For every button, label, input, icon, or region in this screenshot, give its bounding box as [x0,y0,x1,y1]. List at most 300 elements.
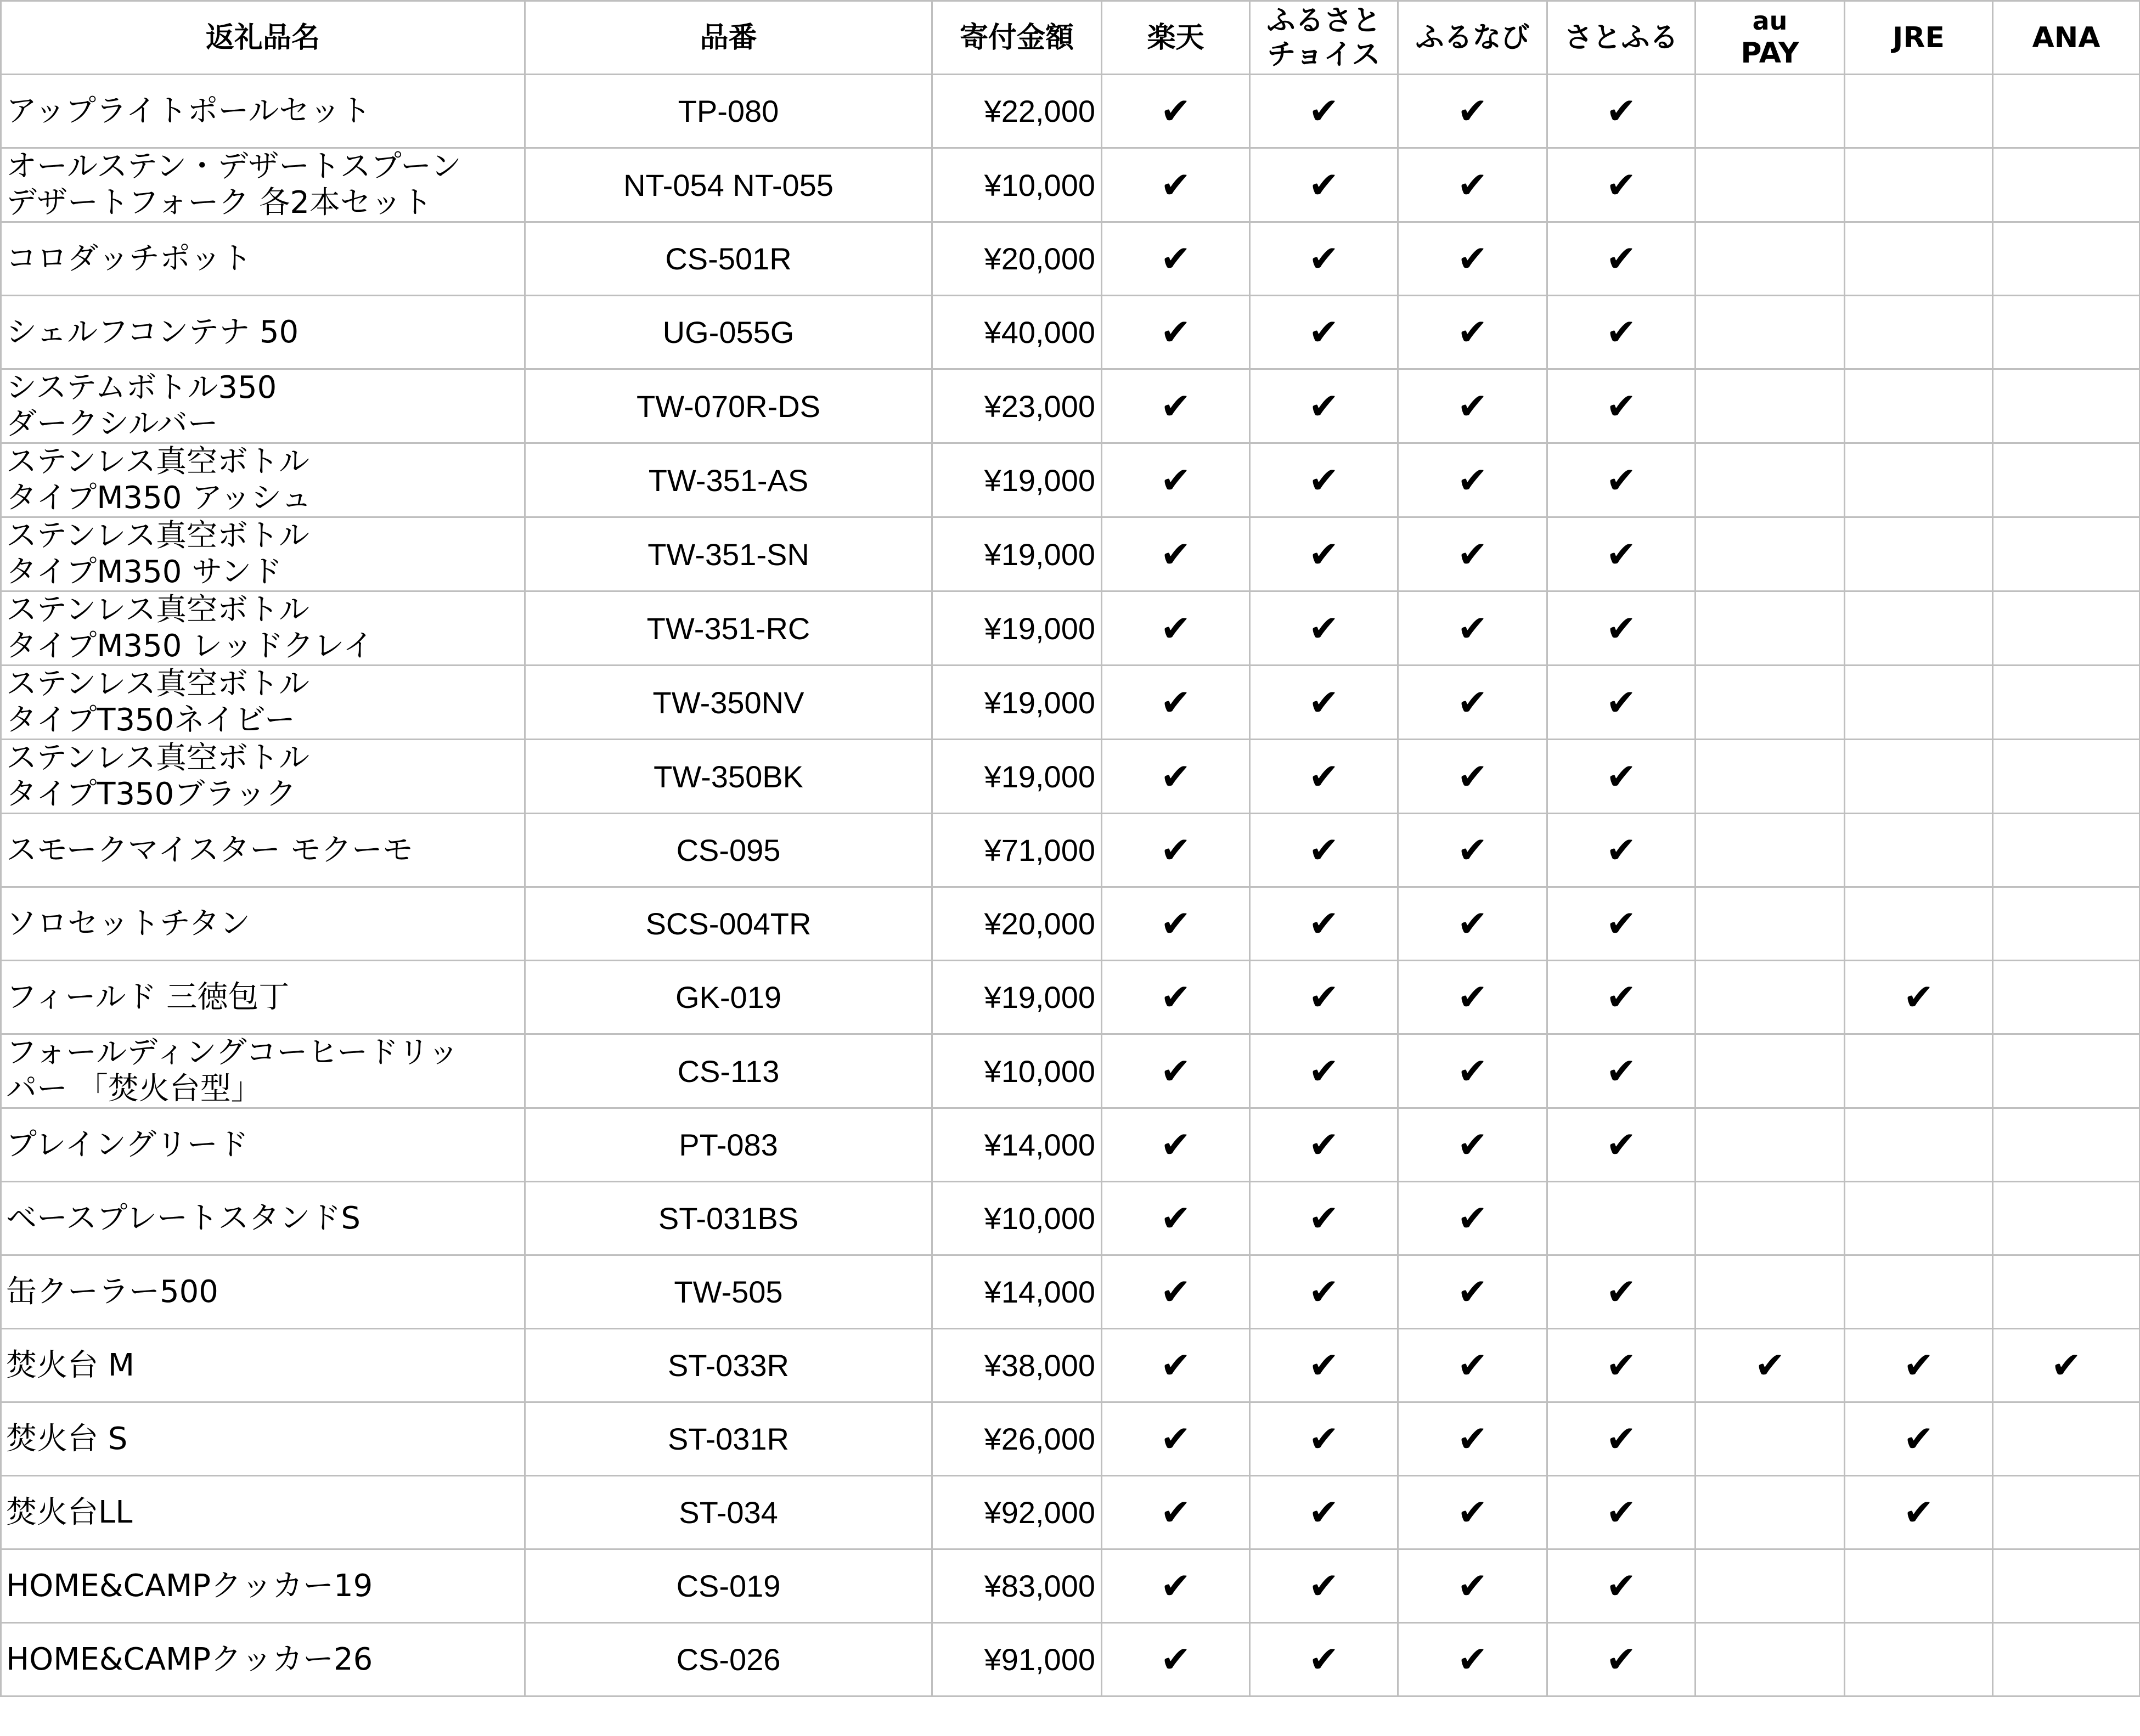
availability-rakuten [1102,1402,1250,1476]
item-name: コロダッチポット [1,222,525,296]
availability-satofull [1547,1476,1696,1549]
table-row [1,1034,2140,1108]
item-price: ¥19,000 [932,666,1102,740]
check-icon: ✔ [1606,164,1637,206]
item-name: シェルフコンテナ 50 [1,296,525,369]
table-row [1,740,2140,814]
item-code: CS-501R [525,222,932,296]
availability-aupay [1696,222,1845,296]
availability-rakuten [1102,1108,1250,1182]
item-price: ¥71,000 [932,814,1102,887]
availability-furunavi [1398,148,1547,222]
table-row [1,1182,2140,1255]
availability-furunavi [1398,296,1547,369]
availability-jre [1845,369,1993,443]
check-icon: ✔ [1457,681,1488,724]
availability-aupay [1696,1182,1845,1255]
availability-aupay [1696,1034,1845,1108]
header-aupay-line1: au [1752,5,1788,36]
item-code: NT-054 NT-055 [525,148,932,222]
item-name: ステンレス真空ボトル タイプT350ネイビー [1,666,525,740]
check-icon: ✔ [1903,976,1934,1018]
availability-satofull [1547,961,1696,1034]
check-icon: ✔ [1308,1491,1339,1534]
item-price: ¥20,000 [932,887,1102,961]
check-icon: ✔ [1160,533,1191,576]
availability-rakuten [1102,1476,1250,1549]
item-code: ST-033R [525,1329,932,1402]
availability-furunavi [1398,75,1547,148]
availability-ana [1993,1182,2140,1255]
availability-rakuten [1102,1034,1250,1108]
check-icon: ✔ [1903,1491,1934,1534]
availability-aupay [1696,887,1845,961]
item-name: ステンレス真空ボトル タイプM350 アッシュ [1,443,525,517]
availability-furusato-choice [1250,666,1398,740]
check-icon: ✔ [1160,1197,1191,1239]
item-price: ¥19,000 [932,517,1102,591]
availability-aupay [1696,1549,1845,1623]
availability-furusato-choice [1250,148,1398,222]
availability-ana [1993,1402,2140,1476]
availability-furusato-choice [1250,740,1398,814]
item-code: TP-080 [525,75,932,148]
check-icon: ✔ [1308,903,1339,945]
availability-aupay [1696,1329,1845,1402]
availability-furunavi [1398,666,1547,740]
availability-furusato-choice [1250,222,1398,296]
check-icon: ✔ [1606,903,1637,945]
check-icon: ✔ [1308,1638,1339,1681]
item-price: ¥19,000 [932,740,1102,814]
check-icon: ✔ [1457,829,1488,871]
check-icon: ✔ [1457,1638,1488,1681]
check-icon: ✔ [1903,1344,1934,1386]
availability-rakuten [1102,1329,1250,1402]
check-icon: ✔ [1457,1124,1488,1166]
item-name: ソロセットチタン [1,887,525,961]
availability-ana [1993,222,2140,296]
table-row [1,517,2140,591]
availability-furunavi [1398,1329,1547,1402]
availability-ana [1993,1108,2140,1182]
availability-furunavi [1398,1623,1547,1696]
availability-aupay [1696,666,1845,740]
availability-furusato-choice [1250,1182,1398,1255]
availability-furunavi [1398,369,1547,443]
check-icon: ✔ [1606,385,1637,427]
availability-aupay [1696,1255,1845,1329]
availability-ana [1993,75,2140,148]
availability-furusato-choice [1250,1034,1398,1108]
item-name: ステンレス真空ボトル タイプT350ブラック [1,740,525,814]
item-price: ¥19,000 [932,443,1102,517]
availability-furusato-choice [1250,1476,1398,1549]
check-icon: ✔ [1160,829,1191,871]
availability-furusato-choice [1250,961,1398,1034]
availability-aupay [1696,369,1845,443]
check-icon: ✔ [1160,1418,1191,1460]
check-icon: ✔ [1606,238,1637,280]
item-code: TW-351-AS [525,443,932,517]
check-icon: ✔ [1606,1491,1637,1534]
item-name: HOME&CAMPクッカー19 [1,1549,525,1623]
header-furusato-choice [1250,1,1398,75]
availability-aupay [1696,961,1845,1034]
availability-jre [1845,814,1993,887]
table-row [1,369,2140,443]
availability-furunavi [1398,517,1547,591]
availability-satofull [1547,296,1696,369]
availability-jre [1845,1623,1993,1696]
availability-aupay [1696,1623,1845,1696]
check-icon: ✔ [1606,829,1637,871]
availability-jre [1845,666,1993,740]
check-icon: ✔ [1160,1050,1191,1092]
availability-aupay [1696,814,1845,887]
check-icon: ✔ [1308,238,1339,280]
availability-ana [1993,1549,2140,1623]
availability-jre [1845,591,1993,666]
availability-ana [1993,1034,2140,1108]
availability-jre [1845,148,1993,222]
availability-furunavi [1398,814,1547,887]
availability-satofull [1547,887,1696,961]
availability-aupay [1696,443,1845,517]
table-row [1,1108,2140,1182]
availability-ana [1993,296,2140,369]
check-icon: ✔ [1457,533,1488,576]
availability-aupay [1696,517,1845,591]
item-price: ¥19,000 [932,591,1102,666]
table-row [1,296,2140,369]
item-price: ¥10,000 [932,1182,1102,1255]
table-row [1,887,2140,961]
check-icon: ✔ [1606,533,1637,576]
check-icon: ✔ [1457,755,1488,798]
check-icon: ✔ [1308,607,1339,650]
availability-jre [1845,443,1993,517]
availability-satofull [1547,1549,1696,1623]
table-row [1,814,2140,887]
header-aupay [1696,1,1845,75]
item-name: フォールディングコーヒードリッ パー 「焚火台型」 [1,1034,525,1108]
check-icon: ✔ [1606,1565,1637,1607]
check-icon: ✔ [1308,681,1339,724]
check-icon: ✔ [1457,1344,1488,1386]
item-code: TW-351-RC [525,591,932,666]
availability-jre [1845,1108,1993,1182]
item-name: HOME&CAMPクッカー26 [1,1623,525,1696]
table-row [1,961,2140,1034]
check-icon: ✔ [1308,311,1339,353]
availability-satofull [1547,1182,1696,1255]
check-icon: ✔ [1457,607,1488,650]
availability-satofull [1547,591,1696,666]
availability-rakuten [1102,369,1250,443]
table-row [1,591,2140,666]
availability-jre [1845,1034,1993,1108]
item-price: ¥26,000 [932,1402,1102,1476]
item-code: ST-031BS [525,1182,932,1255]
check-icon: ✔ [1457,1418,1488,1460]
availability-ana [1993,961,2140,1034]
availability-aupay [1696,591,1845,666]
availability-aupay [1696,296,1845,369]
availability-jre [1845,887,1993,961]
item-name: 缶クーラー500 [1,1255,525,1329]
check-icon: ✔ [1308,1418,1339,1460]
availability-satofull [1547,222,1696,296]
availability-jre [1845,1476,1993,1549]
availability-furusato-choice [1250,887,1398,961]
check-icon: ✔ [1308,90,1339,132]
item-price: ¥38,000 [932,1329,1102,1402]
table-row [1,1476,2140,1549]
item-name: アップライトポールセット [1,75,525,148]
availability-ana [1993,666,2140,740]
header-name: 返礼品名 [1,1,525,75]
check-icon: ✔ [1606,90,1637,132]
table-row [1,1255,2140,1329]
item-code: ST-031R [525,1402,932,1476]
check-icon: ✔ [1160,681,1191,724]
check-icon: ✔ [1457,1050,1488,1092]
check-icon: ✔ [1606,1418,1637,1460]
check-icon: ✔ [1160,607,1191,650]
check-icon: ✔ [1160,976,1191,1018]
availability-rakuten [1102,296,1250,369]
availability-ana [1993,1476,2140,1549]
availability-jre [1845,961,1993,1034]
check-icon: ✔ [1457,1271,1488,1313]
availability-satofull [1547,666,1696,740]
availability-satofull [1547,814,1696,887]
header-code: 品番 [525,1,932,75]
check-icon: ✔ [1160,1344,1191,1386]
table-row [1,666,2140,740]
item-price: ¥10,000 [932,1034,1102,1108]
availability-aupay [1696,740,1845,814]
item-code: SCS-004TR [525,887,932,961]
item-name: 焚火台 M [1,1329,525,1402]
check-icon: ✔ [1606,459,1637,501]
availability-rakuten [1102,1549,1250,1623]
check-icon: ✔ [1606,681,1637,724]
item-code: ST-034 [525,1476,932,1549]
check-icon: ✔ [1308,1344,1339,1386]
check-icon: ✔ [1308,976,1339,1018]
availability-rakuten [1102,1182,1250,1255]
item-code: PT-083 [525,1108,932,1182]
availability-rakuten [1102,961,1250,1034]
availability-rakuten [1102,1255,1250,1329]
item-code: CS-095 [525,814,932,887]
header-price: 寄付金額 [932,1,1102,75]
header-jre: JRE [1845,1,1993,75]
check-icon: ✔ [1160,238,1191,280]
check-icon: ✔ [1160,164,1191,206]
availability-ana [1993,1255,2140,1329]
item-price: ¥14,000 [932,1108,1102,1182]
check-icon: ✔ [1160,1124,1191,1166]
availability-rakuten [1102,591,1250,666]
check-icon: ✔ [1754,1344,1786,1386]
check-icon: ✔ [1457,459,1488,501]
availability-ana [1993,814,2140,887]
table-row [1,1549,2140,1623]
availability-ana [1993,443,2140,517]
availability-furusato-choice [1250,1255,1398,1329]
header-aupay-line2: PAY [1741,36,1799,70]
availability-rakuten [1102,740,1250,814]
check-icon: ✔ [1606,311,1637,353]
item-code: UG-055G [525,296,932,369]
availability-rakuten [1102,814,1250,887]
check-icon: ✔ [1160,1271,1191,1313]
availability-jre [1845,1402,1993,1476]
check-icon: ✔ [2051,1344,2082,1386]
table-body [1,75,2140,1696]
availability-furusato-choice [1250,814,1398,887]
availability-aupay [1696,1476,1845,1549]
header-satofull: さとふる [1547,1,1696,75]
table-row [1,443,2140,517]
check-icon: ✔ [1606,755,1637,798]
check-icon: ✔ [1606,607,1637,650]
item-price: ¥83,000 [932,1549,1102,1623]
header-furusato-choice-line2: チョイス [1267,38,1381,71]
availability-furusato-choice [1250,443,1398,517]
availability-rakuten [1102,443,1250,517]
check-icon: ✔ [1606,1344,1637,1386]
item-code: CS-026 [525,1623,932,1696]
availability-jre [1845,1549,1993,1623]
availability-ana [1993,1329,2140,1402]
availability-rakuten [1102,1623,1250,1696]
check-icon: ✔ [1160,755,1191,798]
availability-satofull [1547,148,1696,222]
item-price: ¥19,000 [932,961,1102,1034]
item-name: オールステン・デザートスプーン デザートフォーク 各2本セット [1,148,525,222]
availability-aupay [1696,1402,1845,1476]
availability-furunavi [1398,1476,1547,1549]
check-icon: ✔ [1457,1197,1488,1239]
check-icon: ✔ [1606,1271,1637,1313]
check-icon: ✔ [1606,1050,1637,1092]
check-icon: ✔ [1160,459,1191,501]
item-price: ¥23,000 [932,369,1102,443]
item-price: ¥10,000 [932,148,1102,222]
availability-ana [1993,369,2140,443]
item-price: ¥92,000 [932,1476,1102,1549]
check-icon: ✔ [1160,903,1191,945]
availability-furusato-choice [1250,296,1398,369]
availability-aupay [1696,75,1845,148]
check-icon: ✔ [1160,385,1191,427]
availability-satofull [1547,1108,1696,1182]
availability-furusato-choice [1250,369,1398,443]
availability-ana [1993,740,2140,814]
availability-satofull [1547,443,1696,517]
check-icon: ✔ [1160,311,1191,353]
header-ana: ANA [1993,1,2140,75]
check-icon: ✔ [1457,1565,1488,1607]
availability-furunavi [1398,1255,1547,1329]
availability-furunavi [1398,740,1547,814]
check-icon: ✔ [1160,1638,1191,1681]
check-icon: ✔ [1160,90,1191,132]
availability-furusato-choice [1250,1623,1398,1696]
item-name: ステンレス真空ボトル タイプM350 サンド [1,517,525,591]
availability-furusato-choice [1250,517,1398,591]
check-icon: ✔ [1308,385,1339,427]
item-code: TW-070R-DS [525,369,932,443]
check-icon: ✔ [1308,1271,1339,1313]
availability-furusato-choice [1250,75,1398,148]
table-row [1,1329,2140,1402]
availability-jre [1845,1329,1993,1402]
availability-jre [1845,222,1993,296]
availability-rakuten [1102,887,1250,961]
table-row [1,222,2140,296]
check-icon: ✔ [1308,533,1339,576]
availability-jre [1845,1255,1993,1329]
availability-rakuten [1102,222,1250,296]
availability-ana [1993,887,2140,961]
availability-furunavi [1398,222,1547,296]
table-row [1,1402,2140,1476]
availability-jre [1845,740,1993,814]
availability-satofull [1547,517,1696,591]
availability-satofull [1547,369,1696,443]
check-icon: ✔ [1457,238,1488,280]
check-icon: ✔ [1308,1197,1339,1239]
availability-rakuten [1102,517,1250,591]
check-icon: ✔ [1457,311,1488,353]
item-code: TW-505 [525,1255,932,1329]
item-name: フィールド 三徳包丁 [1,961,525,1034]
check-icon: ✔ [1308,1565,1339,1607]
availability-ana [1993,1623,2140,1696]
item-name: ベースプレートスタンドS [1,1182,525,1255]
check-icon: ✔ [1457,164,1488,206]
item-name: スモークマイスター モクーモ [1,814,525,887]
availability-rakuten [1102,75,1250,148]
item-name: システムボトル350 ダークシルバー [1,369,525,443]
item-name: ステンレス真空ボトル タイプM350 レッドクレイ [1,591,525,666]
availability-ana [1993,591,2140,666]
availability-aupay [1696,1108,1845,1182]
check-icon: ✔ [1457,90,1488,132]
check-icon: ✔ [1308,1124,1339,1166]
check-icon: ✔ [1308,164,1339,206]
check-icon: ✔ [1308,755,1339,798]
availability-satofull [1547,75,1696,148]
header-furusato-choice-line1: ふるさと [1266,4,1381,37]
item-price: ¥14,000 [932,1255,1102,1329]
item-name: 焚火台 S [1,1402,525,1476]
availability-furunavi [1398,1402,1547,1476]
availability-satofull [1547,1402,1696,1476]
item-price: ¥20,000 [932,222,1102,296]
table-row [1,148,2140,222]
check-icon: ✔ [1308,1050,1339,1092]
availability-furunavi [1398,1108,1547,1182]
check-icon: ✔ [1457,976,1488,1018]
availability-jre [1845,75,1993,148]
availability-satofull [1547,1255,1696,1329]
